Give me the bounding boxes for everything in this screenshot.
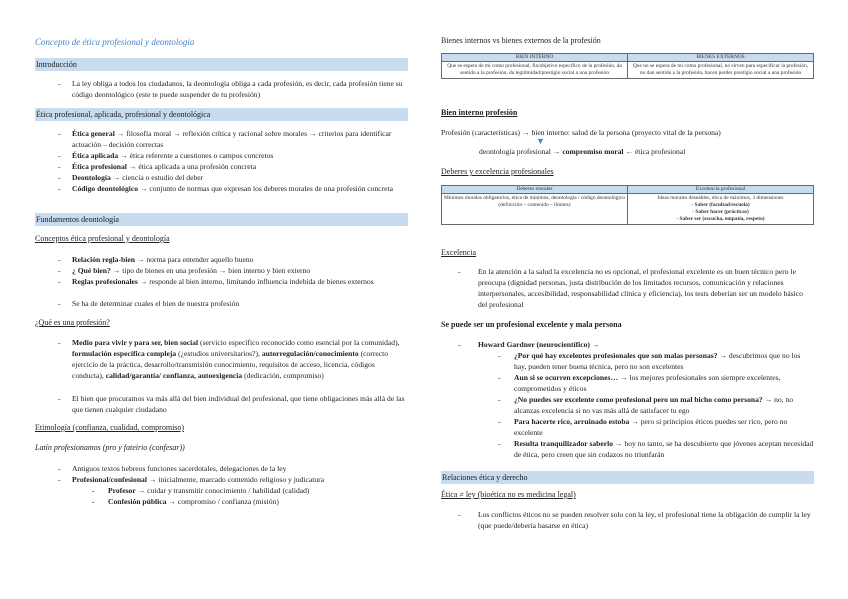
table-cell: Ideas morales deseables, ética de máximos, 3 dimensiones - Saber (facultad/escuela) - Saber hacer (prácticas) - Saber ser (escucha, empatía, respeto)	[628, 194, 814, 225]
table-header: BIENES EXTERNOS	[628, 54, 814, 62]
table-cell: Que se espera de mi como profesional, fin/objetivo específico de la profesión, da sentido a la profesión, da legitimidad/prestigio social a una profesión	[442, 62, 628, 79]
subheading-deberes: Deberes y excelencia profesionales	[441, 167, 554, 176]
table-header: BIEN INTERNO	[442, 54, 628, 62]
latin-line: Latín profesionamos (pro y fateirio (confesar))	[35, 443, 185, 452]
arrow-down-icon: ▼	[536, 136, 545, 146]
subheading-bien-interno: Bien interno profesión	[441, 108, 518, 117]
subheading-conceptos: Conceptos ética profesional y deontología	[35, 234, 170, 243]
section-heading-etica: Ética profesional, aplicada, profesional y deontológica	[35, 108, 408, 121]
table-header: Deberes morales	[442, 186, 628, 194]
subheading-malo: Se puede ser un profesional excelente y mala persona	[441, 320, 622, 329]
subheading-profesion: ¿Qué es una profesión?	[35, 318, 110, 327]
subheading-etimologia: Etimología (confianza, cualidad, compromiso)	[35, 423, 185, 432]
subheading-ley: Ética ≠ ley (bioética no es medicina legal)	[441, 490, 576, 499]
bien-line-2: deontología profesional → compromiso moral ← ética profesional	[479, 147, 686, 156]
section-heading-intro: Introducción	[35, 58, 408, 71]
table-header: Excelencia profesional	[628, 186, 814, 194]
bienes-table	[441, 53, 814, 79]
subheading-bienes: Bienes internos vs bienes externos de la profesión	[441, 36, 601, 45]
table-cell: Que no se espera de mi como profesional, no sirven para especificar la profesión, no dan sentido a la profesión, hacen perder prestigio social a una profesión	[628, 62, 814, 79]
table-cell: Mínimos morales obligatorios, ética de mínimos, deontología / código deontológico (definición – contenido – límites)	[442, 194, 628, 225]
bien-line-1: Profesión (características) → bien interno: salud de la persona (proyecto vital de la persona)	[441, 128, 721, 137]
subheading-excelencia: Excelencia	[441, 248, 477, 257]
deberes-table	[441, 185, 814, 225]
section-heading-fundamentos: Fundamentos deontología	[35, 213, 408, 226]
section-heading-relaciones: Relaciones ética y derecho	[441, 471, 814, 484]
page-title: Concepto de ética profesional y deontología	[35, 37, 195, 47]
